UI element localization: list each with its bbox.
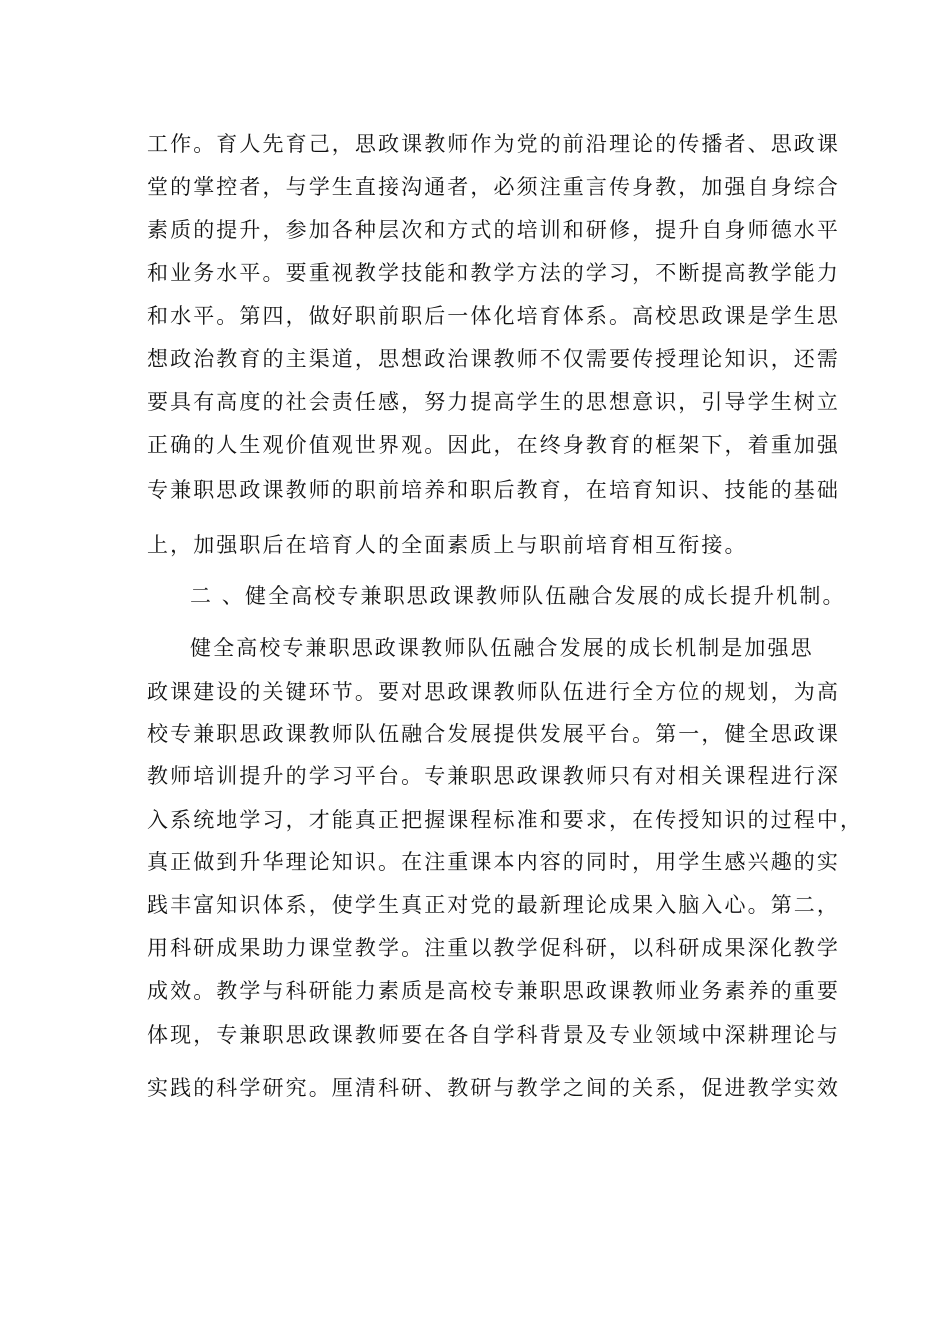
text-line: 健全高校专兼职思政课教师队伍融合发展的成长机制是加强思: [190, 636, 814, 660]
text-line: 想政治教育的主渠道，思想政治课教师不仅需要传授理论知识，还需: [147, 347, 840, 371]
text-line: 和业务水平。要重视教学技能和教学方法的学习，不断提高教学能力: [147, 261, 840, 285]
text-line: 专兼职思政课教师的职前培养和职后教育，在培育知识、技能的基础: [147, 478, 840, 502]
text-line: 政课建设的关键环节。要对思政课教师队伍进行全方位的规划，为高: [147, 680, 840, 704]
text-line: 入系统地学习，才能真正把握课程标准和要求，在传授知识的过程中，: [147, 808, 864, 832]
text-line: 要具有高度的社会责任感，努力提高学生的思想意识，引导学生树立: [147, 390, 840, 414]
section-heading: 二 、健全高校专兼职思政课教师队伍融合发展的成长提升机制。: [190, 584, 846, 608]
text-line: 教师培训提升的学习平台。专兼职思政课教师只有对相关课程进行深: [147, 764, 840, 788]
text-line: 践丰富知识体系，使学生真正对党的最新理论成果入脑入心。第二，: [147, 893, 840, 917]
text-line: 用科研成果助力课堂教学。注重以教学促科研，以科研成果深化教学: [147, 936, 840, 960]
text-line: 实践的科学研究。厘清科研、教研与教学之间的关系，促进教学实效: [147, 1076, 840, 1100]
text-line: 正确的人生观价值观世界观。因此，在终身教育的框架下，着重加强: [147, 433, 840, 457]
text-line: 体现，专兼职思政课教师要在各自学科背景及专业领域中深耕理论与: [147, 1023, 840, 1047]
text-line: 和水平。第四，做好职前职后一体化培育体系。高校思政课是学生思: [147, 304, 840, 328]
text-line: 成效。教学与科研能力素质是高校专兼职思政课教师业务素养的重要: [147, 979, 840, 1003]
text-line: 真正做到升华理论知识。在注重课本内容的同时，用学生感兴趣的实: [147, 850, 840, 874]
text-line: 堂的掌控者，与学生直接沟通者，必须注重言传身教，加强自身综合: [147, 175, 840, 199]
text-line: 工作。育人先育己，思政课教师作为党的前沿理论的传播者、思政课: [147, 132, 840, 156]
text-line: 素质的提升，参加各种层次和方式的培训和研修，提升自身师德水平: [147, 218, 840, 242]
text-line: 校专兼职思政课教师队伍融合发展提供发展平台。第一，健全思政课: [147, 722, 840, 746]
text-line: 上，加强职后在培育人的全面素质上与职前培育相互衔接。: [147, 533, 748, 557]
